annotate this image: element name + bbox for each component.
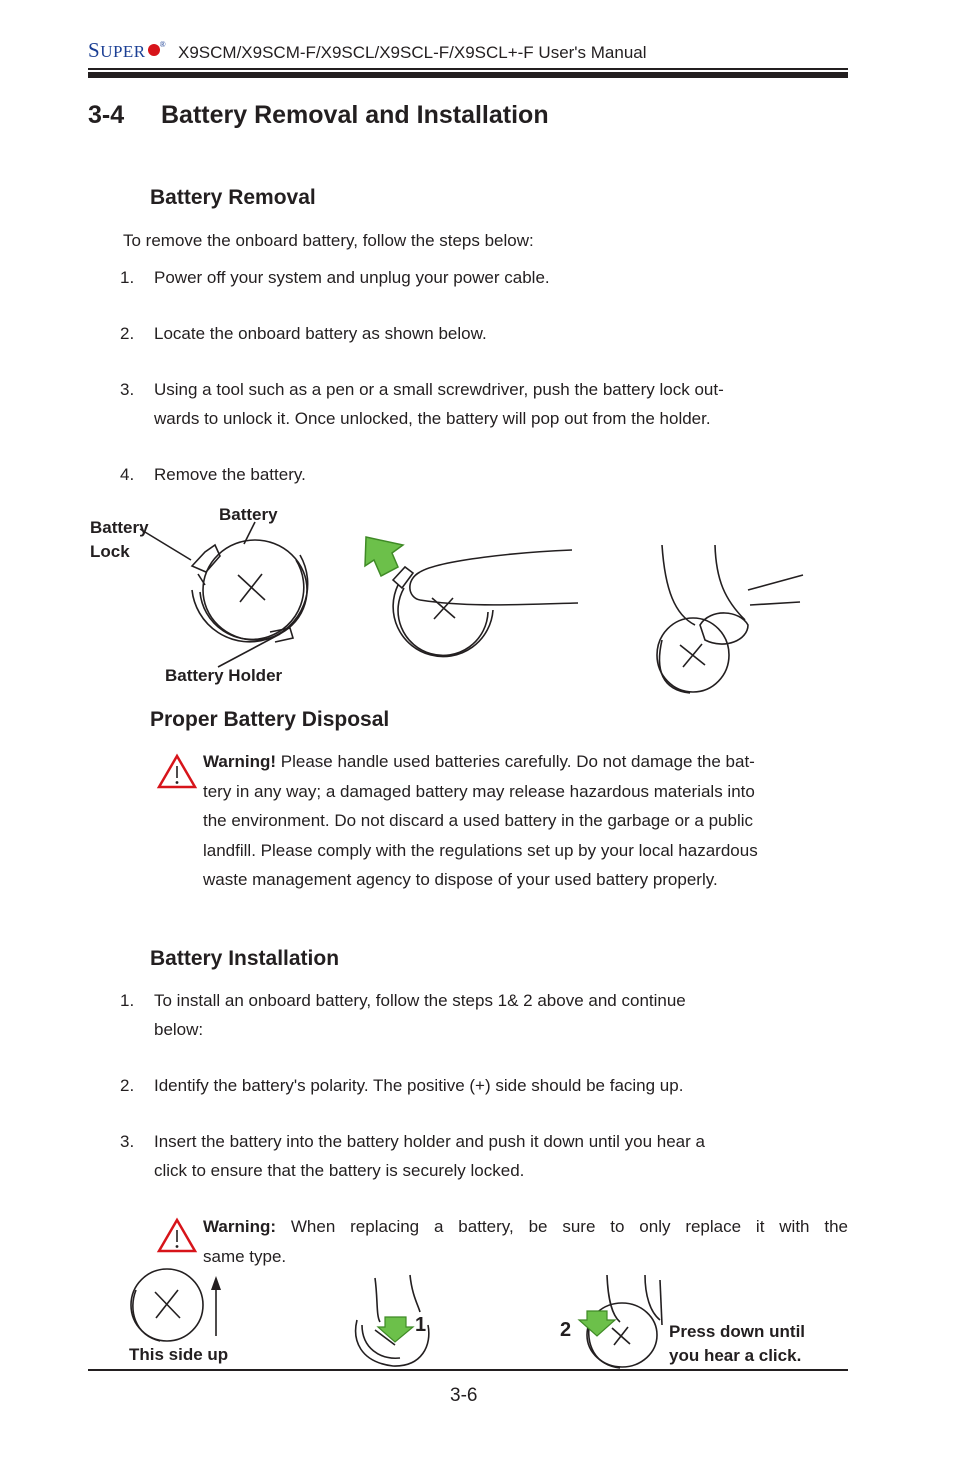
warning-triangle-icon bbox=[157, 1218, 197, 1254]
this-side-up-label: This side up bbox=[129, 1345, 229, 1364]
warning-triangle-icon bbox=[157, 754, 197, 790]
battery-label: Battery bbox=[219, 505, 278, 524]
header-rule-thick bbox=[88, 72, 848, 78]
removal-intro: To remove the onboard battery, follow the steps below: bbox=[123, 231, 534, 250]
press-down-label-2: you hear a click. bbox=[669, 1346, 802, 1365]
warning-label: Warning: bbox=[203, 1217, 277, 1236]
battery-lock-label-2: Lock bbox=[90, 542, 130, 561]
section-title: 3-4 Battery Removal and Installation bbox=[88, 101, 549, 129]
disposal-warning: Warning! Please handle used batteries carefully. Do not damage the bat- tery in any way; a damaged battery may release hazardous materials into the environment. Do not discard a used battery in the garbage or a public landfill. Please comply with the regulations set up by your local hazardous waste management agency to dispose of your used battery properly. bbox=[203, 752, 758, 889]
header-rule bbox=[88, 68, 848, 70]
step-1-label: 1 bbox=[415, 1314, 427, 1336]
step-2-label: 2 bbox=[560, 1319, 572, 1341]
removal-heading: Battery Removal bbox=[150, 186, 316, 209]
footer-rule bbox=[88, 1369, 848, 1371]
brand-logo: SUPER ® bbox=[88, 38, 167, 62]
warning-label: Warning! bbox=[203, 752, 277, 771]
page-number: 3-6 bbox=[450, 1385, 478, 1406]
installation-heading: Battery Installation bbox=[150, 947, 340, 970]
press-down-label: Press down until bbox=[669, 1322, 806, 1341]
installation-warning: Warning: When replacing a battery, be sure to only replace it with the same type. bbox=[203, 1217, 848, 1266]
battery-holder-label: Battery Holder bbox=[165, 666, 283, 685]
brand-dot-icon bbox=[148, 44, 160, 56]
disposal-heading: Proper Battery Disposal bbox=[150, 708, 390, 731]
battery-lock-label: Battery bbox=[90, 518, 149, 537]
manual-title: X9SCM/X9SCM-F/X9SCL/X9SCL-F/X9SCL+-F User's Manual bbox=[178, 43, 647, 62]
